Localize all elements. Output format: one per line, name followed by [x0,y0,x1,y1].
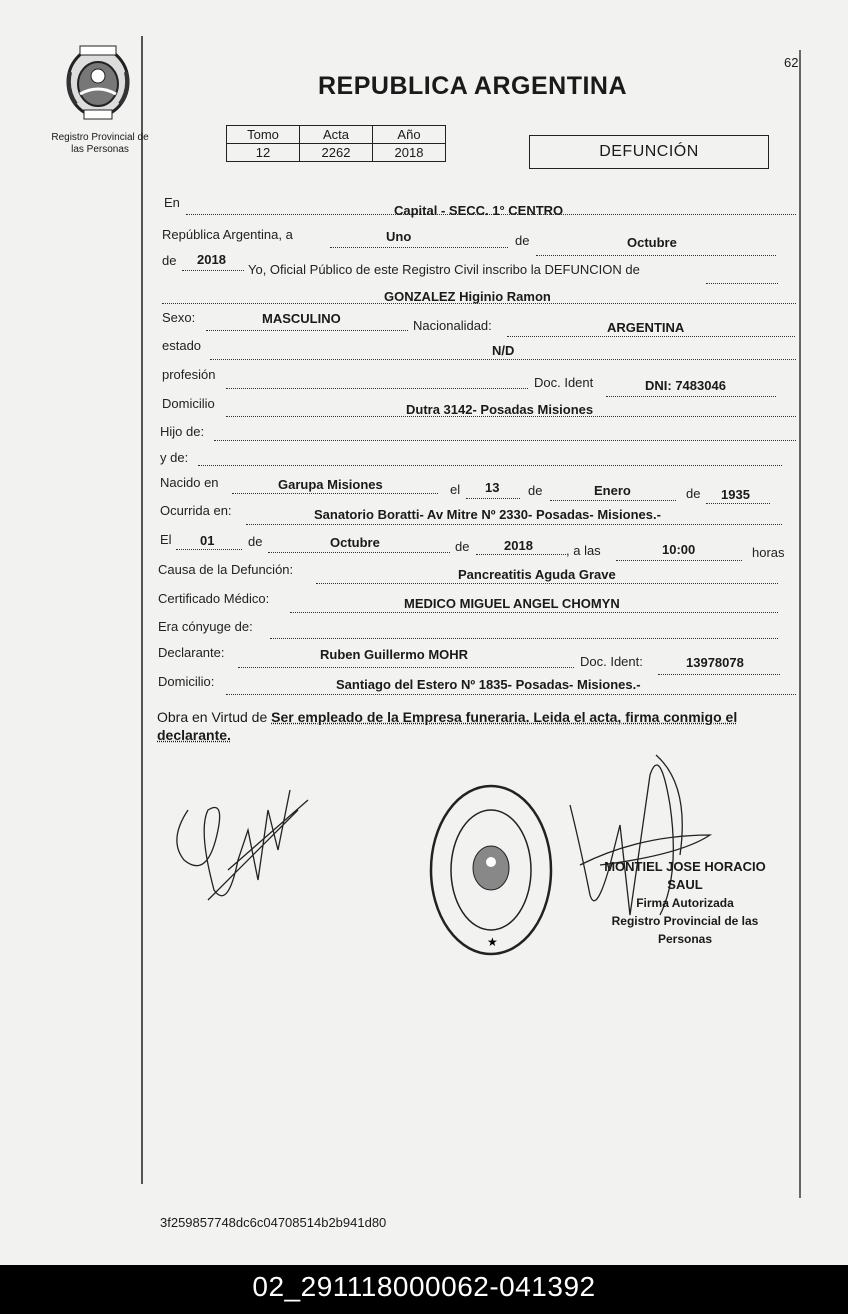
dotted-line [226,694,796,695]
meta-header-tomo: Tomo [227,126,300,144]
value-sexo: MASCULINO [262,311,341,326]
dotted-line [270,638,778,639]
value-ocurrida: Sanatorio Boratti- Av Mitre Nº 2330- Posadas- Misiones.- [314,507,661,522]
official-seal [427,782,555,958]
value-nac-dia: 13 [485,480,500,495]
label-obra: Obra en Virtud de [157,709,268,725]
dotted-line [330,247,508,248]
dotted-line [706,283,778,284]
declarant-signature [168,770,318,930]
dotted-line [210,359,796,360]
value-estado: N/D [492,343,515,358]
label-causa: Causa de la Defunción: [158,562,294,577]
value-nacionalidad: ARGENTINA [607,320,685,335]
meta-value-acta: 2262 [300,144,373,162]
value-obra-2: declarante. [157,727,231,743]
label-a-las: , a las [566,543,601,558]
value-mes: Octubre [627,235,677,250]
value-def-dia: 01 [200,533,215,548]
official-org: Registro Provincial de las Personas [611,914,759,946]
record-type-box: DEFUNCIÓN [529,135,769,169]
value-certificado: MEDICO MIGUEL ANGEL CHOMYN [404,596,620,611]
dotted-line [176,549,242,550]
dotted-line [268,552,450,553]
label-domicilio-2: Domicilio: [158,674,215,689]
value-nombre: GONZALEZ Higinio Ramon [384,289,551,304]
dotted-line [658,674,780,675]
label-de: de [515,233,530,248]
dotted-line [198,465,782,466]
dotted-line [226,388,528,389]
label-de: de [686,486,701,501]
label-doc-ident: Doc. Ident [534,375,594,390]
label-certificado: Certificado Médico: [158,591,270,606]
value-lugar: Capital - SECC. 1° CENTRO [394,203,564,218]
page-number: 62 [784,55,799,70]
label-nacido-en: Nacido en [160,475,219,490]
label-republica: República Argentina, a [162,227,293,242]
left-margin-line [141,36,143,1184]
document-hash: 3f259857748dc6c04708514b2b941d80 [160,1215,387,1230]
logo-caption: Registro Provincial de las Personas [51,132,149,155]
dotted-line [606,396,776,397]
dotted-line [466,498,520,499]
value-def-mes: Octubre [330,535,380,550]
dotted-line [290,612,778,613]
label-hijo-de: Hijo de: [160,424,205,439]
svg-text:★: ★ [487,935,498,949]
value-causa: Pancreatitis Aguda Grave [458,567,616,582]
label-declarante: Declarante: [158,645,225,660]
dotted-line [238,667,574,668]
value-nac-mes: Enero [594,483,631,498]
text-yo-oficial: Yo, Oficial Público de este Registro Civil inscribo la DEFUNCION de [248,262,640,277]
dotted-line [232,493,438,494]
coat-of-arms-logo [62,40,134,122]
label-domicilio: Domicilio [162,396,215,411]
label-en: En [164,195,180,210]
footer-id-bar: 02_291118000062-041392 [0,1265,848,1314]
dotted-line [182,270,244,271]
label-el: el [450,482,461,497]
value-def-anio: 2018 [504,538,533,553]
dotted-line [316,583,778,584]
right-margin-line [799,50,801,1198]
dotted-line [706,503,770,504]
label-horas: horas [752,545,785,560]
label-ocurrida: Ocurrida en: [160,503,232,518]
value-hora: 10:00 [662,542,696,557]
label-estado: estado [162,338,202,353]
dotted-line [536,255,776,256]
meta-header-acta: Acta [300,126,373,144]
official-signature-block [590,858,780,948]
label-de: de [248,534,263,549]
label-y-de: y de: [160,450,189,465]
value-domicilio: Dutra 3142- Posadas Misiones [406,402,594,417]
label-profesion: profesión [162,367,216,382]
dotted-line [476,554,566,555]
value-dia: Uno [386,229,412,244]
dotted-line [550,500,676,501]
value-doc2: 13978078 [686,655,744,670]
official-name: MONTIEL JOSE HORACIO SAUL [604,859,766,892]
dotted-line [616,560,742,561]
dotted-line [206,330,408,331]
record-meta-table [226,125,446,162]
value-nacido-lugar: Garupa Misiones [278,477,383,492]
obra-en-virtud-paragraph [157,708,797,744]
meta-header-anio: Año [373,126,446,144]
label-de: de [528,483,543,498]
value-obra-1: Ser empleado de la Empresa funeraria. Leida el acta, firma conmigo el [271,709,738,725]
value-declarante: Ruben Guillermo MOHR [320,647,469,662]
dotted-line [507,336,795,337]
meta-value-tomo: 12 [227,144,300,162]
label-de: de [455,539,470,554]
value-domicilio-2: Santiago del Estero Nº 1835- Posadas- Misiones.- [336,677,641,692]
meta-value-anio: 2018 [373,144,446,162]
document-title: REPUBLICA ARGENTINA [318,72,628,100]
official-role: Firma Autorizada [636,896,734,910]
label-nacionalidad: Nacionalidad: [413,318,492,333]
dotted-line [214,440,796,441]
label-conyuge: Era cónyuge de: [158,619,253,634]
label-el-fecha: El [160,532,172,547]
label-de-anio: de [162,253,177,268]
value-nac-anio: 1935 [721,487,750,502]
label-sexo: Sexo: [162,310,196,325]
value-doc: DNI: 7483046 [645,378,726,393]
label-doc-ident-2: Doc. Ident: [580,654,643,669]
dotted-line [246,524,782,525]
value-anio: 2018 [197,252,226,267]
